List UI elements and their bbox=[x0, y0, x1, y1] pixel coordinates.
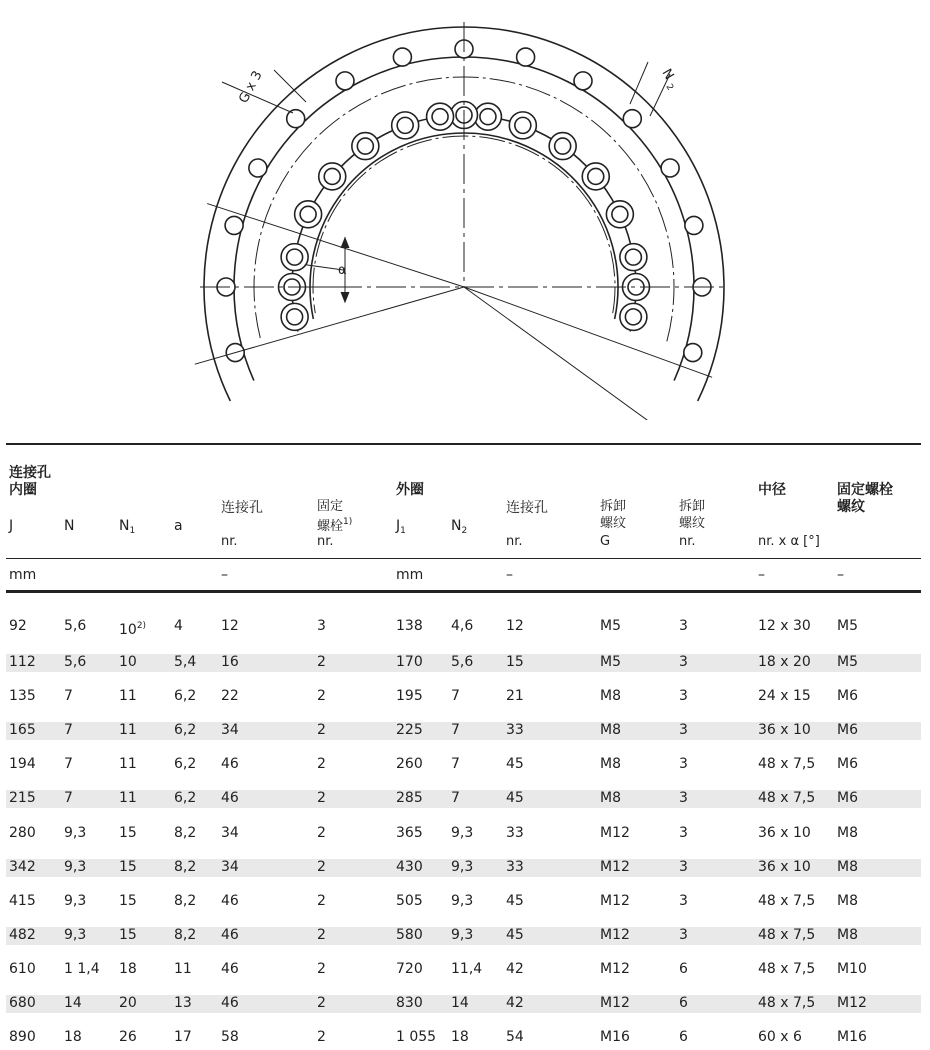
cell-n1: 15 bbox=[119, 926, 137, 943]
outer-ring-hole bbox=[517, 48, 535, 66]
alpha-arrow-down bbox=[341, 292, 349, 302]
cell-inner-holes: 46 bbox=[221, 892, 239, 909]
col-removal-count-unit: nr. bbox=[679, 534, 696, 549]
cell-j1: 195 bbox=[396, 688, 423, 705]
cell-outer-holes: 12 bbox=[506, 618, 524, 634]
cell-inner-holes: 46 bbox=[221, 756, 239, 773]
cell-bolt: M5 bbox=[837, 618, 858, 634]
cell-n2: 11,4 bbox=[451, 960, 483, 977]
col-n-header: N bbox=[64, 518, 75, 534]
cell-a: 5,4 bbox=[174, 654, 197, 670]
cell-a: 6,2 bbox=[174, 722, 197, 739]
cell-outer-holes: 33 bbox=[506, 858, 524, 875]
cell-fix-bolts: 2 bbox=[317, 858, 326, 875]
col-inner-holes-unit: nr. bbox=[221, 534, 238, 549]
cell-a: 6,2 bbox=[174, 688, 197, 705]
cell-pitch: 24 x 15 bbox=[758, 688, 811, 705]
cell-n: 7 bbox=[64, 688, 73, 705]
cell-j1: 505 bbox=[396, 892, 423, 909]
cell-inner-holes: 16 bbox=[221, 654, 239, 670]
cell-bolt: M8 bbox=[837, 926, 858, 943]
cell-j: 680 bbox=[9, 995, 36, 1011]
radial-line bbox=[207, 204, 464, 287]
cell-n: 18 bbox=[64, 1029, 82, 1046]
cell-g-nr: 3 bbox=[679, 722, 688, 739]
cell-g-nr: 3 bbox=[679, 824, 688, 841]
cell-n2: 5,6 bbox=[451, 654, 474, 670]
col-outer-holes-header: 连接孔 bbox=[506, 500, 548, 516]
cell-bolt: M6 bbox=[837, 790, 858, 807]
cell-j: 215 bbox=[9, 790, 36, 807]
cell-n: 9,3 bbox=[64, 824, 87, 841]
table-row bbox=[6, 790, 921, 808]
cell-inner-holes: 34 bbox=[221, 824, 239, 841]
g3-extension-line bbox=[274, 70, 306, 102]
cell-inner-holes: 46 bbox=[221, 926, 239, 943]
col-removal-count-2: 螺纹 bbox=[679, 516, 706, 531]
cell-g: M16 bbox=[600, 1029, 630, 1046]
unit-outer-count: – bbox=[506, 567, 513, 583]
cell-bolt: M6 bbox=[837, 722, 858, 739]
cell-n1: 11 bbox=[119, 756, 137, 773]
cell-j: 890 bbox=[9, 1029, 36, 1046]
cell-n1: 11 bbox=[119, 790, 137, 807]
unit-outer: mm bbox=[396, 567, 424, 583]
col-n1-header: $N_1$ bbox=[119, 518, 136, 536]
cell-n: 5,6 bbox=[64, 654, 87, 670]
cell-outer-holes: 33 bbox=[506, 722, 524, 739]
table-row bbox=[6, 893, 921, 911]
cell-g-nr: 6 bbox=[679, 995, 688, 1011]
cell-bolt: M5 bbox=[837, 654, 858, 670]
cell-outer-holes: 45 bbox=[506, 892, 524, 909]
inner-ring-hole-bore bbox=[625, 309, 641, 325]
cell-bolt: M10 bbox=[837, 960, 867, 977]
cell-n2: 7 bbox=[451, 756, 460, 773]
inner-ring-hole-bore bbox=[625, 249, 641, 265]
table-row bbox=[6, 927, 921, 945]
cell-n: 1 1,4 bbox=[64, 960, 100, 977]
cell-j1: 138 bbox=[396, 618, 423, 634]
cell-fix-bolts: 2 bbox=[317, 926, 326, 943]
cell-outer-holes: 45 bbox=[506, 926, 524, 943]
table-row bbox=[6, 1029, 921, 1047]
cell-g: M12 bbox=[600, 824, 630, 841]
n2-leader-line bbox=[630, 62, 648, 104]
cell-fix-bolts: 2 bbox=[317, 688, 326, 705]
cell-a: 6,2 bbox=[174, 790, 197, 807]
cell-a: 6,2 bbox=[174, 756, 197, 773]
unit-inner-count: – bbox=[221, 567, 228, 583]
label-n2: N bbox=[658, 66, 677, 83]
outer-ring-title: 外圈 bbox=[396, 482, 424, 498]
col-fix-bolt-unit: nr. bbox=[317, 534, 334, 549]
cell-fix-bolts: 2 bbox=[317, 892, 326, 909]
cell-g-nr: 3 bbox=[679, 926, 688, 943]
unit-inner: mm bbox=[9, 567, 37, 583]
outer-ring-hole bbox=[685, 216, 703, 234]
cell-a: 4 bbox=[174, 618, 183, 634]
table-row bbox=[6, 654, 921, 672]
cell-n1: 15 bbox=[119, 858, 137, 875]
cell-outer-holes: 54 bbox=[506, 1029, 524, 1046]
table-row bbox=[6, 756, 921, 774]
cell-n1: 15 bbox=[119, 824, 137, 841]
cell-n: 7 bbox=[64, 790, 73, 807]
table-row bbox=[6, 859, 921, 877]
cell-inner-holes: 46 bbox=[221, 995, 239, 1011]
cell-n: 9,3 bbox=[64, 892, 87, 909]
cell-j: 482 bbox=[9, 926, 36, 943]
cell-pitch: 36 x 10 bbox=[758, 824, 811, 841]
cell-g-nr: 6 bbox=[679, 1029, 688, 1046]
col-fix-bolt-header-1: 固定 bbox=[317, 499, 344, 514]
cell-g-nr: 3 bbox=[679, 688, 688, 705]
cell-bolt: M6 bbox=[837, 756, 858, 773]
cell-g: M12 bbox=[600, 960, 630, 977]
cell-a: 8,2 bbox=[174, 858, 197, 875]
cell-j1: 365 bbox=[396, 824, 423, 841]
cell-g: M12 bbox=[600, 892, 630, 909]
cell-a: 17 bbox=[174, 1029, 192, 1046]
outer-ring-hole bbox=[287, 110, 305, 128]
cell-inner-holes: 46 bbox=[221, 960, 239, 977]
cell-g-nr: 3 bbox=[679, 858, 688, 875]
cell-n1: 11 bbox=[119, 722, 137, 739]
label-alpha: α bbox=[338, 263, 347, 278]
cell-n: 5,6 bbox=[64, 618, 87, 634]
cell-outer-holes: 33 bbox=[506, 824, 524, 841]
cell-pitch: 36 x 10 bbox=[758, 722, 811, 739]
cell-inner-holes: 46 bbox=[221, 790, 239, 807]
cell-g: M12 bbox=[600, 858, 630, 875]
cell-j: 165 bbox=[9, 722, 36, 739]
cell-inner-holes: 34 bbox=[221, 722, 239, 739]
bearing-drawing bbox=[0, 0, 930, 420]
cell-bolt: M6 bbox=[837, 688, 858, 705]
cell-outer-holes: 45 bbox=[506, 756, 524, 773]
cell-outer-holes: 45 bbox=[506, 790, 524, 807]
cell-pitch: 12 x 30 bbox=[758, 618, 811, 634]
cell-n2: 4,6 bbox=[451, 618, 474, 634]
cell-j1: 720 bbox=[396, 960, 423, 977]
cell-g: M12 bbox=[600, 926, 630, 943]
cell-j: 280 bbox=[9, 824, 36, 841]
unit-bolt-thread: – bbox=[837, 567, 844, 583]
col-bolt-thread-1: 固定螺栓 bbox=[837, 482, 893, 498]
inner-ring-hole-bore bbox=[588, 168, 604, 184]
cell-n: 9,3 bbox=[64, 926, 87, 943]
cell-fix-bolts: 2 bbox=[317, 824, 326, 841]
cell-fix-bolts: 2 bbox=[317, 960, 326, 977]
outer-ring-hole bbox=[249, 159, 267, 177]
col-j1-header: $J_1$ bbox=[396, 518, 406, 536]
cell-outer-holes: 15 bbox=[506, 654, 524, 670]
inner-ring-hole-bore bbox=[300, 206, 316, 222]
cell-g: M5 bbox=[600, 618, 621, 634]
col-removal-thread-2: 螺纹 bbox=[600, 516, 627, 531]
cell-n2: 9,3 bbox=[451, 892, 474, 909]
cell-outer-holes: 42 bbox=[506, 960, 524, 977]
inner-ring-hole-bore bbox=[555, 138, 571, 154]
cell-g: M8 bbox=[600, 722, 621, 739]
cell-pitch: 60 x 6 bbox=[758, 1029, 802, 1046]
cell-n1: 10$^{2)}$ bbox=[119, 621, 147, 638]
cell-inner-holes: 58 bbox=[221, 1029, 239, 1046]
cell-n2: 9,3 bbox=[451, 858, 474, 875]
cell-a: 8,2 bbox=[174, 926, 197, 943]
label-n2-sub: 2 bbox=[663, 82, 675, 93]
col-fix-bolt-header-2: 螺栓$^{1)}$ bbox=[317, 517, 353, 534]
cell-pitch: 36 x 10 bbox=[758, 858, 811, 875]
units-rule bbox=[6, 590, 921, 593]
cell-g-nr: 3 bbox=[679, 654, 688, 670]
inner-ring-hole-bore bbox=[480, 109, 496, 125]
cell-n1: 10 bbox=[119, 654, 137, 670]
cell-j1: 260 bbox=[396, 756, 423, 773]
cell-g: M12 bbox=[600, 995, 630, 1011]
cell-n2: 7 bbox=[451, 790, 460, 807]
cell-bolt: M8 bbox=[837, 892, 858, 909]
outer-ring-hole bbox=[336, 72, 354, 90]
outer-ring-hole bbox=[393, 48, 411, 66]
inner-ring-hole-bore bbox=[397, 117, 413, 133]
cell-fix-bolts: 2 bbox=[317, 756, 326, 773]
cell-j: 415 bbox=[9, 892, 36, 909]
cell-fix-bolts: 2 bbox=[317, 722, 326, 739]
table-row bbox=[6, 618, 921, 636]
cell-pitch: 18 x 20 bbox=[758, 654, 811, 670]
cell-j1: 430 bbox=[396, 858, 423, 875]
cell-bolt: M12 bbox=[837, 995, 867, 1011]
col-removal-thread-1: 拆卸 bbox=[600, 499, 627, 514]
col-removal-count-1: 拆卸 bbox=[679, 499, 706, 514]
table-row bbox=[6, 995, 921, 1013]
cell-j1: 1 055 bbox=[396, 1029, 437, 1046]
cell-n2: 18 bbox=[451, 1029, 469, 1046]
header-rule bbox=[6, 558, 921, 559]
inner-ring-hole-bore bbox=[287, 249, 303, 265]
table-row bbox=[6, 688, 921, 706]
cell-n2: 7 bbox=[451, 722, 460, 739]
inner-ring-title-1: 连接孔 bbox=[9, 465, 51, 481]
cell-pitch: 48 x 7,5 bbox=[758, 892, 816, 909]
outer-ring-hole bbox=[684, 344, 702, 362]
cell-fix-bolts: 2 bbox=[317, 654, 326, 670]
cell-j: 112 bbox=[9, 654, 36, 670]
inner-ring-hole-bore bbox=[432, 109, 448, 125]
cell-n1: 18 bbox=[119, 960, 137, 977]
inner-ring-hole-bore bbox=[612, 206, 628, 222]
col-j-header: J bbox=[9, 518, 14, 534]
cell-inner-holes: 34 bbox=[221, 858, 239, 875]
cell-g-nr: 3 bbox=[679, 790, 688, 807]
cell-g: M8 bbox=[600, 790, 621, 807]
cell-fix-bolts: 3 bbox=[317, 618, 326, 634]
col-removal-thread-unit: G bbox=[600, 534, 611, 549]
alpha-arrow-up bbox=[341, 238, 349, 248]
label-g3: G x 3 bbox=[236, 68, 266, 106]
col-inner-holes-header: 连接孔 bbox=[221, 500, 263, 516]
inner-ring-hole-bore bbox=[515, 117, 531, 133]
inner-ring-hole-bore bbox=[287, 309, 303, 325]
outer-ring-hole bbox=[623, 110, 641, 128]
col-pitch-unit: nr. x α [°] bbox=[758, 534, 820, 549]
col-a-header: a bbox=[174, 518, 183, 534]
cell-pitch: 48 x 7,5 bbox=[758, 995, 816, 1011]
cell-outer-holes: 42 bbox=[506, 995, 524, 1011]
inner-ring-hole-bore bbox=[324, 168, 340, 184]
cell-bolt: M8 bbox=[837, 824, 858, 841]
cell-inner-holes: 22 bbox=[221, 688, 239, 705]
cell-n1: 11 bbox=[119, 688, 137, 705]
table-row bbox=[6, 825, 921, 843]
cell-g: M5 bbox=[600, 654, 621, 670]
cell-a: 13 bbox=[174, 995, 192, 1011]
cell-n: 14 bbox=[64, 995, 82, 1011]
cell-bolt: M8 bbox=[837, 858, 858, 875]
cell-g-nr: 6 bbox=[679, 960, 688, 977]
cell-g: M8 bbox=[600, 688, 621, 705]
cell-pitch: 48 x 7,5 bbox=[758, 960, 816, 977]
cell-pitch: 48 x 7,5 bbox=[758, 926, 816, 943]
cell-g-nr: 3 bbox=[679, 892, 688, 909]
cell-bolt: M16 bbox=[837, 1029, 867, 1046]
table-top-rule bbox=[6, 443, 921, 445]
cell-j: 610 bbox=[9, 960, 36, 977]
cell-inner-holes: 12 bbox=[221, 618, 239, 634]
unit-pitch: – bbox=[758, 567, 765, 583]
cell-g: M8 bbox=[600, 756, 621, 773]
cell-j: 135 bbox=[9, 688, 36, 705]
outer-ring-hole bbox=[225, 216, 243, 234]
table-row bbox=[6, 722, 921, 740]
cell-n1: 15 bbox=[119, 892, 137, 909]
cell-a: 8,2 bbox=[174, 892, 197, 909]
cell-a: 11 bbox=[174, 960, 192, 977]
cell-n: 7 bbox=[64, 756, 73, 773]
cell-j: 194 bbox=[9, 756, 36, 773]
cell-j: 92 bbox=[9, 618, 27, 634]
cell-n1: 20 bbox=[119, 995, 137, 1011]
cell-fix-bolts: 2 bbox=[317, 1029, 326, 1046]
cell-j1: 285 bbox=[396, 790, 423, 807]
cell-j1: 170 bbox=[396, 654, 423, 670]
cell-j: 342 bbox=[9, 858, 36, 875]
cell-n2: 14 bbox=[451, 995, 469, 1011]
col-n2-header: $N_2$ bbox=[451, 518, 468, 536]
outer-ring-hole bbox=[661, 159, 679, 177]
cell-fix-bolts: 2 bbox=[317, 995, 326, 1011]
radial-line bbox=[464, 287, 712, 377]
cell-g-nr: 3 bbox=[679, 756, 688, 773]
cell-fix-bolts: 2 bbox=[317, 790, 326, 807]
cell-n: 9,3 bbox=[64, 858, 87, 875]
cell-n2: 7 bbox=[451, 688, 460, 705]
table-row bbox=[6, 961, 921, 979]
col-outer-holes-unit: nr. bbox=[506, 534, 523, 549]
cell-n: 7 bbox=[64, 722, 73, 739]
inner-ring-hole-bore bbox=[357, 138, 373, 154]
cell-outer-holes: 21 bbox=[506, 688, 524, 705]
cell-j1: 830 bbox=[396, 995, 423, 1011]
cell-n2: 9,3 bbox=[451, 926, 474, 943]
inner-ring-title-2: 内圈 bbox=[9, 482, 37, 498]
cell-g-nr: 3 bbox=[679, 618, 688, 634]
cell-n2: 9,3 bbox=[451, 824, 474, 841]
cell-j1: 580 bbox=[396, 926, 423, 943]
cell-j1: 225 bbox=[396, 722, 423, 739]
cell-pitch: 48 x 7,5 bbox=[758, 790, 816, 807]
col-pitch-title: 中径 bbox=[758, 482, 786, 498]
radial-line bbox=[195, 287, 464, 364]
cell-pitch: 48 x 7,5 bbox=[758, 756, 816, 773]
cell-a: 8,2 bbox=[174, 824, 197, 841]
cell-n1: 26 bbox=[119, 1029, 137, 1046]
outer-ring-hole bbox=[574, 72, 592, 90]
col-bolt-thread-2: 螺纹 bbox=[837, 499, 865, 515]
